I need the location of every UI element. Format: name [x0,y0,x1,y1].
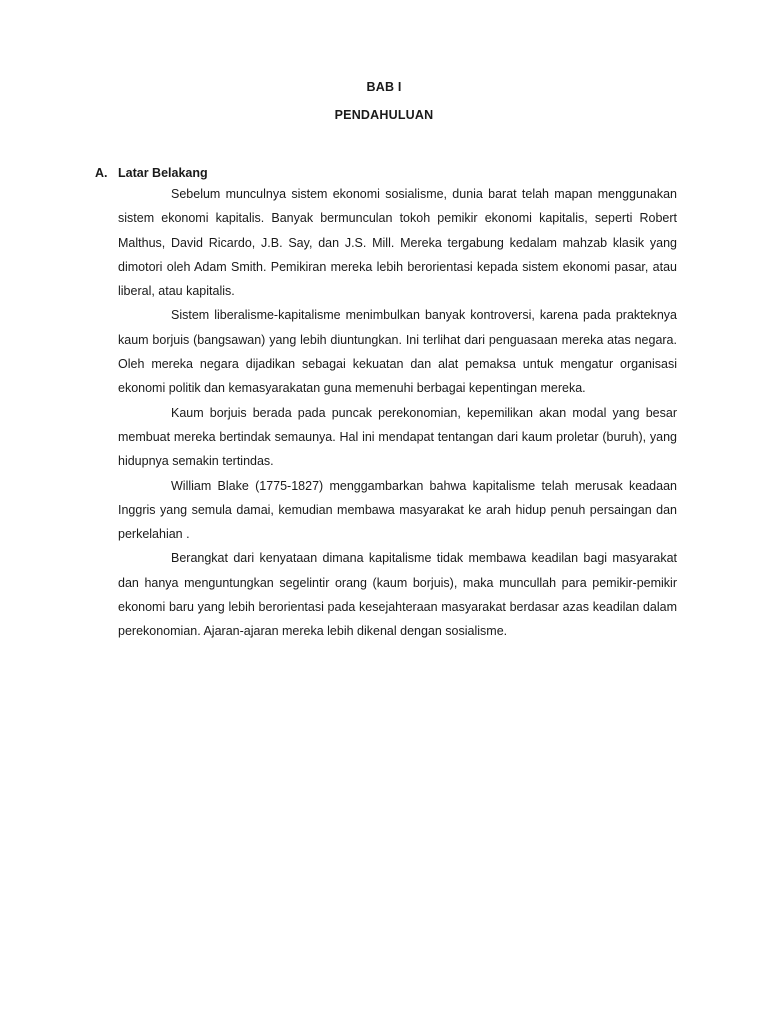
paragraph: Sebelum munculnya sistem ekonomi sosialisme, dunia barat telah mapan menggunakan sistem ekonomi kapitalis. Banyak bermunculan tokoh pemikir ekonomi kapitalis, seperti Robert Malthus, David Ricardo, J.B. Say, dan J.S. Mill. Mereka tergabung kedalam mahzab klasik yang dimotori oleh Adam Smith. Pemikiran mereka lebih berorientasi kepada sistem ekonomi pasar, atau liberal, atau kapitalis. [118,187,677,299]
paragraph: Sistem liberalisme-kapitalisme menimbulkan banyak kontroversi, karena pada prakteknya kaum borjuis (bangsawan) yang lebih diuntungkan. Ini terlihat dari penguasaan mereka atas negara. Oleh mereka negara dijadikan sebagai kekuatan dan alat pemaksa untuk mengatur organisasi ekonomi politik dan kemasyarakatan guna memenuhi berbagai kepentingan mereka. [118,308,677,396]
paragraph: Berangkat dari kenyataan dimana kapitalisme tidak membawa keadilan bagi masyarakat dan hanya menguntungkan segelintir orang (kaum borjuis), maka muncullah para pemikir-pemikir ekonomi baru yang lebih berorientasi pada kesejahteraan masyarakat berdasar azas keadilan dalam perekonomian. Ajaran-ajaran mereka lebih dikenal dengan sosialisme. [118,551,677,639]
chapter-number: BAB I [366,80,402,94]
body-text [118,182,677,644]
paragraph: Kaum borjuis berada pada puncak perekonomian, kepemilikan akan modal yang besar membuat mereka bertindak semaunya. Hal ini mendapat tentangan dari kaum proletar (buruh), yang hidupnya semakin tertindas. [118,405,677,469]
section-marker: A. [95,166,108,180]
chapter-title: PENDAHULUAN [334,108,434,122]
section-title: Latar Belakang [118,166,208,180]
section-heading [95,166,208,180]
paragraph: William Blake (1775-1827) menggambarkan bahwa kapitalisme telah merusak keadaan Inggris yang semula damai, kemudian membawa masyarakat ke arah hidup penuh persaingan dan perkelahian . [118,478,677,542]
